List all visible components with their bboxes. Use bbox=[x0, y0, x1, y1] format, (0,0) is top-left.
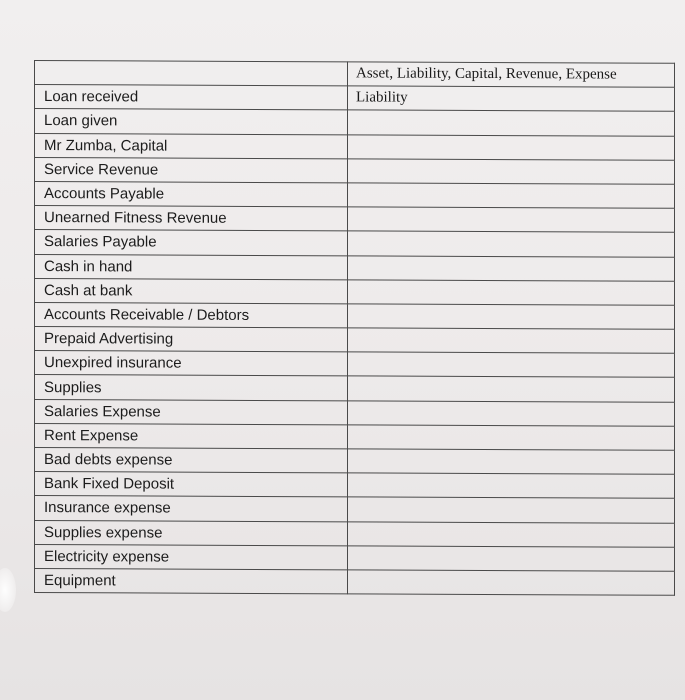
classification-cell[interactable] bbox=[348, 473, 675, 499]
table-row bbox=[35, 496, 675, 523]
account-name-cell: Bad debts expense bbox=[35, 448, 348, 474]
classification-cell[interactable] bbox=[348, 134, 675, 160]
account-name-cell: Salaries Payable bbox=[35, 230, 348, 256]
table-row bbox=[35, 423, 675, 450]
account-name-cell: Loan received bbox=[35, 85, 348, 111]
account-name-cell: Prepaid Advertising bbox=[35, 327, 348, 353]
classification-cell[interactable] bbox=[348, 425, 675, 451]
classification-cell[interactable] bbox=[348, 304, 675, 330]
table-row bbox=[35, 472, 675, 499]
account-name-cell: Unearned Fitness Revenue bbox=[35, 206, 348, 232]
table-header-row bbox=[35, 61, 675, 88]
account-classification-table bbox=[34, 60, 675, 596]
header-classification-cell: Asset, Liability, Capital, Revenue, Expense bbox=[348, 62, 675, 88]
table-row bbox=[35, 568, 675, 595]
account-name-cell: Electricity expense bbox=[35, 544, 348, 570]
account-name-cell: Cash at bank bbox=[35, 278, 348, 304]
table-row bbox=[35, 157, 675, 184]
table-row bbox=[35, 375, 675, 402]
classification-cell[interactable] bbox=[348, 159, 675, 185]
header-account-cell bbox=[35, 61, 348, 87]
account-name-cell: Equipment bbox=[35, 568, 348, 594]
classification-cell[interactable] bbox=[348, 546, 675, 572]
account-name-cell: Accounts Payable bbox=[35, 181, 348, 207]
classification-cell[interactable] bbox=[348, 570, 675, 596]
table-row bbox=[35, 351, 675, 378]
classification-cell[interactable] bbox=[348, 280, 675, 306]
table-row bbox=[35, 302, 675, 329]
account-name-cell: Salaries Expense bbox=[35, 399, 348, 425]
account-name-cell: Service Revenue bbox=[35, 157, 348, 183]
table-row bbox=[35, 520, 675, 547]
table-row bbox=[35, 399, 675, 426]
table-row bbox=[35, 109, 675, 136]
account-name-cell: Supplies expense bbox=[35, 520, 348, 546]
table-row bbox=[35, 181, 675, 208]
classification-cell[interactable] bbox=[348, 352, 675, 378]
table-row bbox=[35, 206, 675, 233]
classification-cell[interactable] bbox=[348, 521, 675, 547]
account-name-cell: Accounts Receivable / Debtors bbox=[35, 302, 348, 328]
classification-cell[interactable] bbox=[348, 449, 675, 475]
classification-cell[interactable] bbox=[348, 497, 675, 523]
account-name-cell: Bank Fixed Deposit bbox=[35, 472, 348, 498]
account-name-cell: Rent Expense bbox=[35, 423, 348, 449]
table-row bbox=[35, 254, 675, 281]
account-name-cell: Unexpired insurance bbox=[35, 351, 348, 377]
table-row bbox=[35, 327, 675, 354]
classification-cell[interactable] bbox=[348, 400, 675, 426]
worksheet-table-container bbox=[34, 60, 674, 603]
classification-cell[interactable] bbox=[348, 376, 675, 402]
classification-cell[interactable]: Liability bbox=[348, 86, 675, 112]
classification-cell[interactable] bbox=[348, 231, 675, 257]
table-row bbox=[35, 544, 675, 571]
classification-cell[interactable] bbox=[348, 110, 675, 136]
account-name-cell: Insurance expense bbox=[35, 496, 348, 522]
classification-cell[interactable] bbox=[348, 255, 675, 281]
table-row bbox=[35, 133, 675, 160]
classification-cell[interactable] bbox=[348, 207, 675, 233]
account-name-cell: Supplies bbox=[35, 375, 348, 401]
account-name-cell: Loan given bbox=[35, 109, 348, 135]
classification-cell[interactable] bbox=[348, 183, 675, 209]
table-row bbox=[35, 278, 675, 305]
light-glare bbox=[0, 568, 16, 612]
classification-cell[interactable] bbox=[348, 328, 675, 354]
table-row bbox=[35, 85, 675, 112]
table-row bbox=[35, 448, 675, 475]
account-name-cell: Mr Zumba, Capital bbox=[35, 133, 348, 159]
account-name-cell: Cash in hand bbox=[35, 254, 348, 280]
table-row bbox=[35, 230, 675, 257]
